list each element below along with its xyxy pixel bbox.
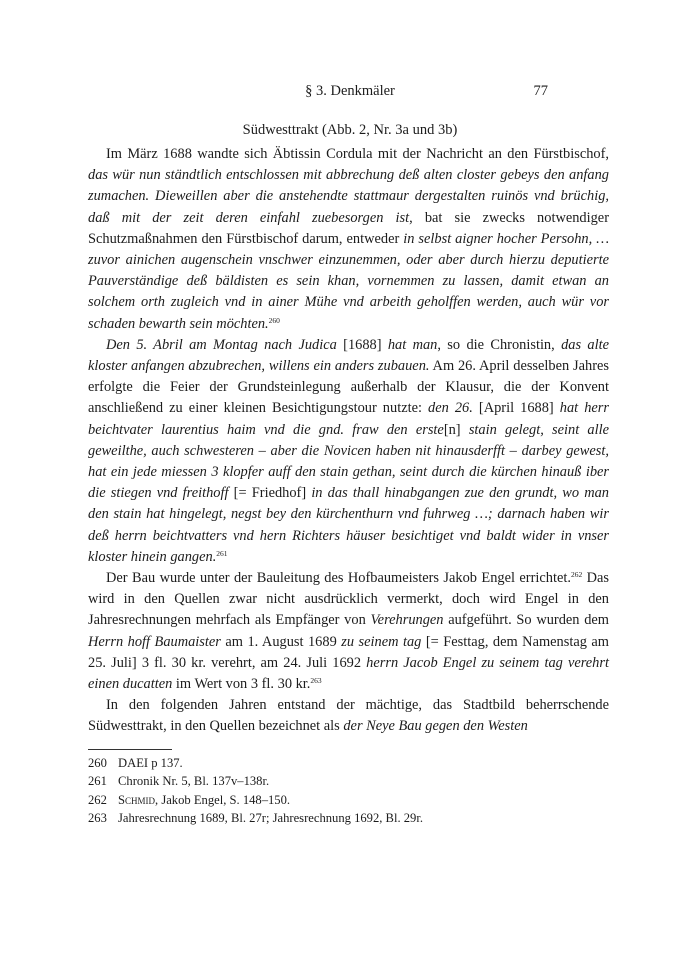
text-run: [= Friedhof] <box>228 485 312 502</box>
text-run: In den folgenden Jahren entstand der mächtige, das Stadtbild beherrschende Südwesttrakt, in den Quellen bezeichnet als <box>88 697 609 735</box>
section-heading: Südwesttrakt (Abb. 2, Nr. 3a und 3b) <box>242 122 458 138</box>
quotation: Herrn hoff Baumaister <box>88 633 221 650</box>
footnote-ref[interactable]: 261 <box>216 548 228 558</box>
footnote-ref[interactable]: 262 <box>570 570 583 580</box>
text-run: im Wert von 3 fl. 30 kr. <box>172 676 311 693</box>
quotation: den 26. <box>428 400 473 417</box>
footnote-ref[interactable]: 263 <box>310 676 322 686</box>
footnote-ref[interactable]: 260 <box>268 315 280 325</box>
page-header <box>0 83 700 103</box>
footnote-number: 262 <box>88 792 107 807</box>
footnote-number: 263 <box>88 811 107 826</box>
quotation: das alte kloster anfangen abzubrechen, willens ein anders zubauen. <box>88 336 609 375</box>
text-run: aufgeführt. So wurden dem <box>443 612 609 629</box>
quotation: zu seinem tag <box>341 633 422 650</box>
footnote-text: Chronik Nr. 5, Bl. 137v–138r. <box>118 774 270 789</box>
text-run: [1688] <box>336 336 388 353</box>
footnote <box>88 772 609 790</box>
body-text <box>88 144 609 738</box>
footnote <box>88 754 609 772</box>
text-run: am 1. August 1689 <box>220 633 342 650</box>
page-number: 77 <box>533 83 548 99</box>
footnote-number: 261 <box>88 774 107 789</box>
running-head: § 3. Denkmäler <box>305 83 395 99</box>
footnote-text: , Jakob Engel, S. 148–150. <box>155 792 291 807</box>
paragraph <box>88 144 609 335</box>
quotation: in selbst aigner hocher Persohn, … zuvor ainichen augenschein vnschwer einzunemmen, oder aber durch hierzu deputierte Pauverständige deß bäldisten es sein khan, vornemmen zu lassen, damit etwan an solchem orth zugleich vnd in ainer Mühe vnd arbeith geholffen werden, auch wür vor schaden bewarth sein möchten. <box>88 230 609 332</box>
footnote-rule <box>88 749 172 750</box>
text-run: [n] <box>443 421 461 438</box>
footnote-number: 260 <box>88 756 107 770</box>
quotation: das wür nun ständtlich entschlossen mit abbrechung deß alten closter gebeys den anfang zumachen. Dieweillen aber die anstehendte stattmaur dergestalten ruinös vnd brüchig, daß mit der zeit deren einfahl zuebesorgen ist <box>88 167 609 226</box>
text-run: [April 1688] <box>472 400 560 417</box>
footnote-text: DAEI p 137. <box>118 756 183 770</box>
footnotes <box>88 754 609 828</box>
footnote-author: Schmid <box>118 792 156 807</box>
text-run: Das wird in den Quellen zwar nicht ausdrücklich vermerkt, doch wird Engel in den Jahresrechnungen mehrfach als Empfänger von <box>88 570 609 629</box>
footnote <box>88 791 609 809</box>
quotation: herrn Jacob Engel zu seinem tag verehrt einen ducatten <box>88 654 609 693</box>
quotation: Verehrungen <box>370 612 444 629</box>
paragraph <box>88 335 609 568</box>
text-run: Im März 1688 wandte sich Äbtissin Cordula mit der Nachricht an den Fürstbischof, <box>106 146 609 162</box>
text-run: Der Bau wurde unter der Bauleitung des Hofbaumeisters Jakob Engel errichtet. <box>106 570 571 587</box>
quotation: Den 5. Abril am Montag nach Judica <box>106 336 337 353</box>
paragraph <box>88 568 609 695</box>
footnote-text: Jahresrechnung 1689, Bl. 27r; Jahresrechnung 1692, Bl. 29r. <box>118 811 423 826</box>
text-run: , so die Chronistin, <box>437 336 562 353</box>
quotation: stain gelegt, seint alle geweilthe, auch schwesteren – aber die Novicen haben nit hinausderfft – darbey gewest, hat ein jede miessen 3 klopfer auff den stain gethan, seint durch die kürchen hinauß iber die stiegen vnd freithoff <box>88 421 609 502</box>
quotation: hat herr beichtvater laurentius haim vnd die gnd. fraw den erste <box>88 400 609 438</box>
text-run: [= Festtag, dem Namenstag am 25. Juli] 3 fl. 30 kr. verehrt, am 24. Juli 1692 <box>88 633 609 671</box>
quotation: hat man <box>387 336 438 353</box>
quotation: in das thall hinabgangen zue den grundt, wo man den stain hat hingelegt, negst bey den kürchenthurn vnd fuhrweg …; darnach haben wir deß herrn beichtvatters vnd hern Richters häuser besichtiget vnd baldt wider in vnser kloster hinein gangen. <box>88 485 609 565</box>
footnote <box>88 809 609 827</box>
paragraph <box>88 695 609 737</box>
text-run: Am 26. April desselben Jahres erfolgte die Feier der Grundsteinlegung außerhalb der Klausur, die der Konvent anschließend zu einer kleinen Besichtigungstour nutzte: <box>88 358 610 417</box>
text-run: , bat sie zwecks notwendiger Schutzmaßnahmen den Fürstbischof darum, entweder <box>88 209 609 247</box>
quotation: der Neye Bau gegen den Westen <box>343 718 528 735</box>
